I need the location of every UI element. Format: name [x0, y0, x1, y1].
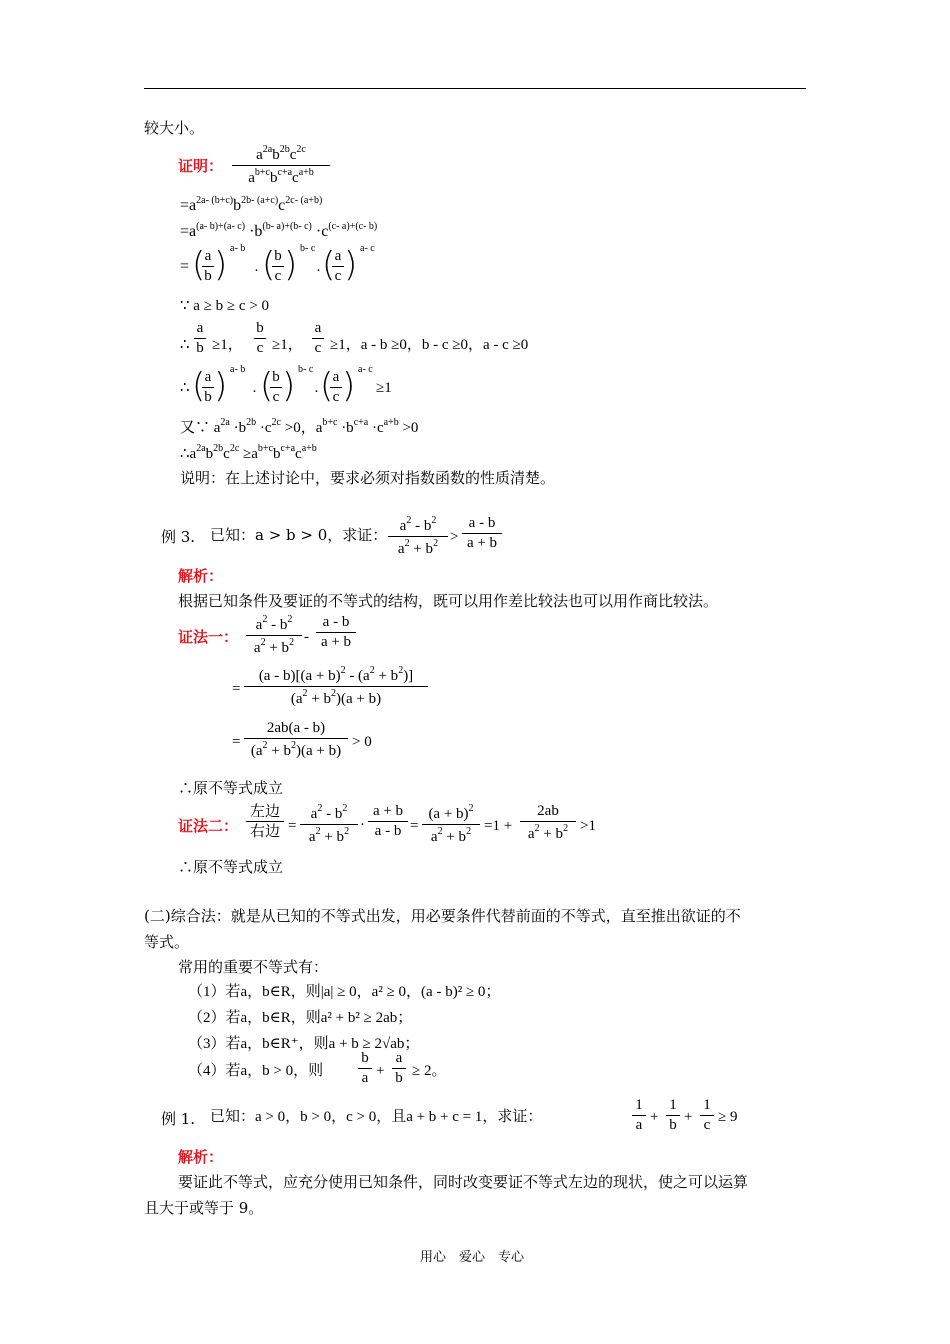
- example3-gt: >: [450, 529, 459, 545]
- method2-frac-c: $(a + b)^2$ $a^2 + b^2$: [422, 803, 480, 847]
- example1-statement: 已知：a > 0，b > 0，c > 0，且a + b + c = 1，求证：: [210, 1109, 543, 1125]
- item4-plus: +: [376, 1063, 385, 1079]
- synthesis-item-3: （3）若a，b∈R⁺，则a + b ≥ 2√ab；: [188, 1036, 420, 1052]
- example3-analysis-text: 根据已知条件及要证的不等式的结构，既可以用作差比较法也可以用作商比较法。: [178, 592, 719, 610]
- example1-tail: ≥ 9: [718, 1109, 738, 1125]
- proof-conclusion: $\therefore a^{2a}b^{2b}c^{2c} \ge a^{b+c}b^{c+a}c^{a+b}$: [180, 443, 317, 462]
- method1-label: 证法一：: [178, 628, 239, 646]
- example1-label: 例 1.: [161, 1110, 196, 1128]
- method1-minus: -: [304, 629, 309, 645]
- example1-plus-1: +: [650, 1109, 659, 1125]
- method2-label: 证法二：: [178, 817, 239, 835]
- method1-frac-a: $a^2 - b^2$ $a^2 + b^2$: [246, 614, 302, 658]
- example1-analysis-text: 要证此不等式，应充分使用已知条件，同时改变要证不等式左边的现状，使之可以运算: [178, 1173, 749, 1191]
- proof-therefore-1: ∴ a b ≥1， b c ≥1， a c ≥1，a - b ≥0，b - c ≥0，a - c ≥0: [180, 320, 529, 357]
- synthesis-item-2: （2）若a，b∈R，则a² + b² ≥ 2ab；: [188, 1010, 413, 1026]
- header-rule: [144, 88, 806, 89]
- example3-frac-left: $a^2 - b^2$ $a^2 + b^2$: [388, 515, 448, 559]
- method2-left-frac: 左边 右边: [246, 803, 284, 841]
- item4-frac-a: b a: [358, 1050, 372, 1088]
- proof-fraction: $a^{2a}b^{2b}c^{2c}$ $a^{b+c}b^{c+a}c^{a+b}$: [232, 144, 330, 188]
- proof-line-3: $=a^{(a- b)+(a- c)} \cdot b^{(b- a)+(b- c)} \cdot c^{(c- a)+(c- b)}$: [180, 221, 378, 240]
- synthesis-item-1: （1）若a，b∈R，则|a| ≥ 0，a² ≥ 0，(a - b)² ≥ 0；: [188, 984, 501, 1000]
- method1-result: ∴原不等式成立: [178, 779, 284, 797]
- method2-eq-1: =: [288, 818, 297, 834]
- method2-eq-2: =: [410, 818, 419, 834]
- item4-tail: ≥ 2。: [412, 1063, 447, 1079]
- proof-also: 又∵ $a^{2a} \cdot b^{2b} \cdot c^{2c} >0$，$a^{b+c} \cdot b^{c+a} \cdot c^{a+b} >0$: [180, 417, 419, 436]
- example3-frac-right: a - b a + b: [462, 515, 502, 553]
- example1-analysis-text-2: 且大于或等于 9。: [144, 1199, 264, 1217]
- method1-eq-2: =: [232, 734, 241, 750]
- example1-frac-b: 1 b: [666, 1097, 680, 1135]
- item4-frac-b: a b: [392, 1050, 406, 1088]
- synthesis-intro-2: 等式。: [144, 933, 190, 951]
- method2-frac-b: a + b a - b: [368, 803, 408, 841]
- method2-frac-d: 2ab $a^2 + b^2$: [520, 803, 576, 844]
- method1-eq-1: =: [232, 681, 241, 697]
- synthesis-common: 常用的重要不等式有：: [178, 958, 329, 976]
- proof-since: ∵ a ≥ b ≥ c > 0: [180, 298, 270, 314]
- synthesis-intro: (二)综合法：就是从已知的不等式出发，用必要条件代替前面的不等式，直至推出欲证的不: [144, 907, 741, 925]
- method2-frac-a: $a^2 - b^2$ $a^2 + b^2$: [300, 803, 358, 847]
- synthesis-item-4: （4）若a，b > 0，则: [188, 1063, 324, 1079]
- example3-statement: 已知：a > b > 0，求证：: [210, 526, 388, 544]
- proof-note: 说明：在上述讨论中，要求必须对指数函数的性质清楚。: [180, 469, 556, 487]
- proof-line-2: $=a^{2a- (b+c)}b^{2b- (a+c)}c^{2c- (a+b)}$: [180, 195, 323, 214]
- example1-frac-c: 1 c: [700, 1097, 714, 1135]
- method2-dot: ·: [360, 817, 365, 833]
- proof-therefore-2: ∴ ( a b ) a- b · ( b c ) b- c · ( a c ) a- c ≥1: [180, 364, 392, 406]
- example3-analysis-label: 解析：: [178, 567, 224, 585]
- method2-gt-one: >1: [580, 818, 596, 834]
- method1-frac-c: $(a - b)[(a + b)^2 - (a^2 + b^2)]$ $(a^2 + b^2)(a + b)$: [244, 665, 428, 709]
- intro-tail: 较大小。: [144, 119, 205, 137]
- method2-result: ∴原不等式成立: [178, 858, 284, 876]
- method1-frac-d: 2ab(a - b) $(a^2 + b^2)(a + b)$: [244, 720, 348, 761]
- method1-gt-zero: > 0: [352, 734, 372, 750]
- proof-line-4: =: [180, 258, 190, 275]
- page-footer: 用心 爱心 专心: [420, 1250, 525, 1265]
- example1-analysis-label: 解析：: [178, 1148, 224, 1166]
- example3-label: 例 3.: [161, 528, 196, 546]
- example1-plus-2: +: [684, 1109, 693, 1125]
- method1-frac-b: a - b a + b: [316, 614, 356, 652]
- example1-frac-a: 1 a: [632, 1097, 646, 1135]
- proof-label: 证明：: [178, 157, 224, 175]
- method2-one-plus: =1 +: [484, 818, 513, 834]
